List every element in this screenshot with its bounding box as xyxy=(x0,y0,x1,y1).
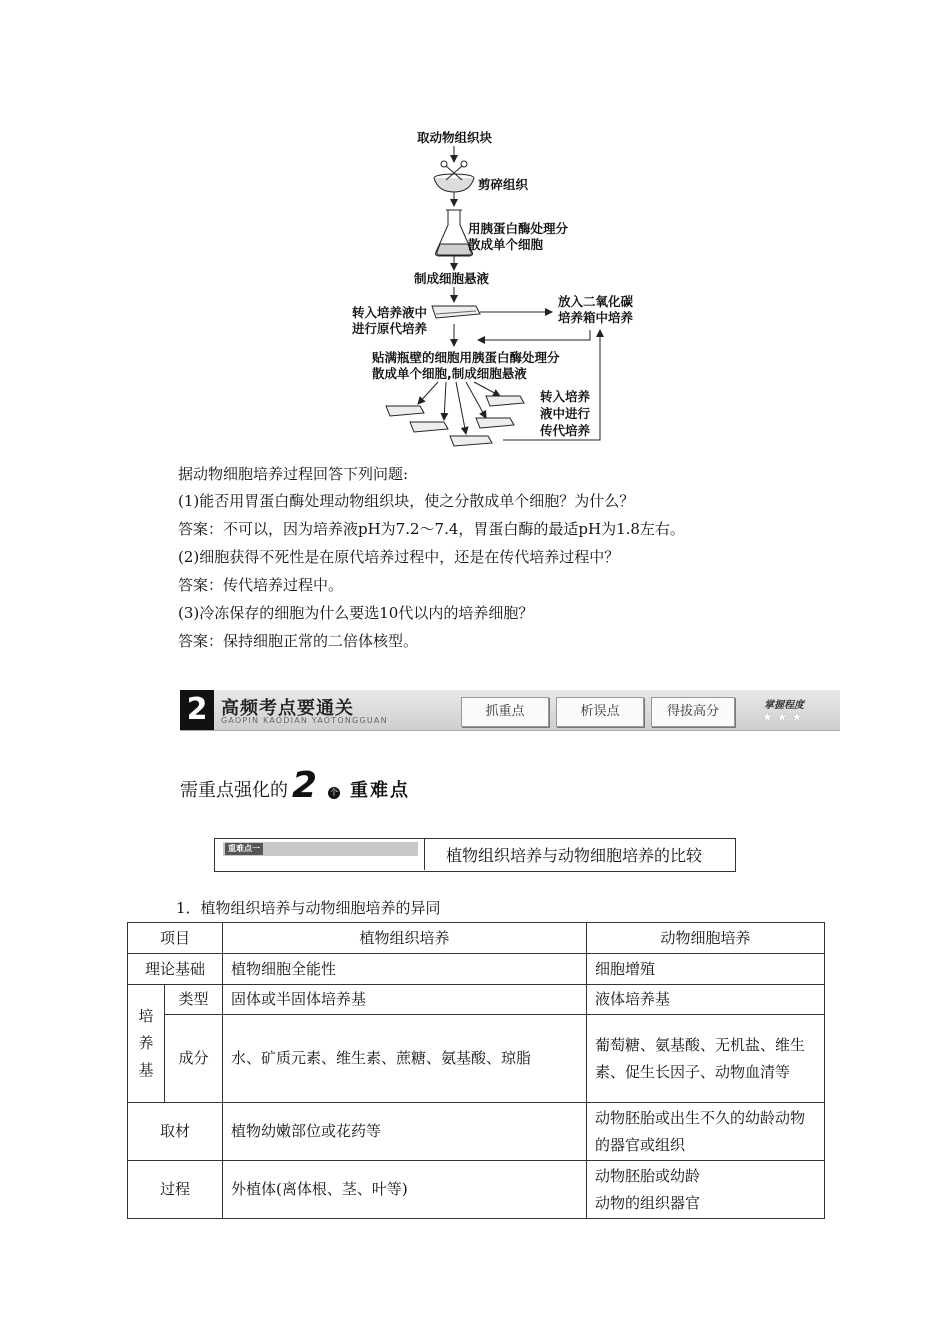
table-cell: 液体培养基 xyxy=(587,985,825,1015)
table-cell: 取材 xyxy=(128,1103,223,1161)
table-cell: 葡萄糖、氨基酸、无机盐、维生素、促生长因子、动物血清等 xyxy=(587,1015,825,1103)
comparison-table xyxy=(127,922,825,1219)
qa-answer-3: 答案：保持细胞正常的二倍体核型。 xyxy=(178,632,419,650)
table-cell: 成分 xyxy=(165,1015,223,1103)
table-row xyxy=(128,1161,825,1219)
section-title: 1．植物组织培养与动物细胞培养的异同 xyxy=(176,899,441,917)
table-cell: 固体或半固体培养基 xyxy=(223,985,587,1015)
table-cell-line: 动物的组织器官 xyxy=(595,1193,701,1212)
banner-title: 高频考点要通关 xyxy=(221,698,354,719)
table-cell: 外植体(离体根、茎、叶等) xyxy=(223,1161,587,1219)
mince-bowl-icon xyxy=(434,161,474,192)
flow-step-trypsin-2: 散成单个细胞 xyxy=(468,237,544,252)
flow-step-passage-1: 转入培养 xyxy=(540,389,591,404)
key-point-tag: 重难点一 xyxy=(225,843,263,855)
flow-step-take-tissue: 取动物组织块 xyxy=(417,130,493,145)
table-cell: 过程 xyxy=(128,1161,223,1219)
key-point-title: 植物组织培养与动物细胞培养的比较 xyxy=(446,846,703,865)
banner-subtitle: GAOPIN KAODIAN YAOTONGGUAN xyxy=(221,716,388,725)
flow-step-incubator-1: 放入二氧化碳 xyxy=(558,294,634,309)
table-group-cell xyxy=(128,985,165,1103)
table-group-char: 基 xyxy=(138,1061,154,1079)
table-header-cell: 项目 xyxy=(128,923,223,954)
flask-icon xyxy=(436,210,473,256)
flow-step-incubator-2: 培养箱中培养 xyxy=(558,310,634,325)
table-group-char: 养 xyxy=(138,1034,154,1052)
table-row xyxy=(128,985,825,1015)
table-cell: 植物幼嫩部位或花药等 xyxy=(223,1103,587,1161)
mastery-stars-icon: ★★★ xyxy=(762,710,807,724)
table-cell: 类型 xyxy=(165,985,223,1015)
table-cell: 细胞增殖 xyxy=(587,954,825,985)
passage-flask-icons xyxy=(386,396,524,446)
flow-step-trypsin-1: 用胰蛋白酶处理分 xyxy=(468,221,569,236)
key-point-divider xyxy=(424,838,425,870)
table-cell xyxy=(587,1161,825,1219)
mastery-rating xyxy=(750,694,838,728)
qa-question-1: (1)能否用胃蛋白酶处理动物组织块，使之分散成单个细胞？为什么？ xyxy=(178,492,635,510)
flow-step-wall-2: 散成单个细胞,制成细胞悬液 xyxy=(372,366,527,381)
heading-suffix: 重难点 xyxy=(350,780,410,801)
qa-question-2: (2)细胞获得不死性是在原代培养过程中，还是在传代培养过程中？ xyxy=(178,548,620,566)
flow-step-wall-1: 贴满瓶壁的细胞用胰蛋白酶处理分 xyxy=(372,350,560,365)
flow-step-suspension: 制成细胞悬液 xyxy=(414,271,490,286)
table-header-row xyxy=(128,923,825,954)
heading-number: 2 xyxy=(292,765,318,806)
tab-high-score[interactable]: 得拔高分 xyxy=(651,697,735,727)
table-cell: 动物胚胎或出生不久的幼龄动物的器官或组织 xyxy=(587,1103,825,1161)
table-header-cell: 植物组织培养 xyxy=(223,923,587,954)
table-cell: 植物细胞全能性 xyxy=(223,954,587,985)
table-row xyxy=(128,1103,825,1161)
table-group-char: 培 xyxy=(138,1007,154,1025)
culture-flask-icon xyxy=(432,306,480,318)
qa-intro: 据动物细胞培养过程回答下列问题: xyxy=(178,465,409,483)
flow-step-passage-3: 传代培养 xyxy=(540,423,591,438)
table-row xyxy=(128,954,825,985)
table-row xyxy=(128,1015,825,1103)
flow-step-primary-2: 进行原代培养 xyxy=(352,321,428,336)
flow-step-passage-2: 液中进行 xyxy=(540,406,591,421)
heading-count-glyph: 个 xyxy=(330,788,338,797)
table-cell-line: 动物胚胎或幼龄 xyxy=(595,1166,701,1185)
table-cell: 理论基础 xyxy=(128,954,223,985)
mastery-label: 掌握程度 xyxy=(764,700,804,711)
banner-number: 2 xyxy=(180,690,214,730)
flow-step-primary-1: 转入培养液中 xyxy=(352,305,428,320)
qa-answer-2: 答案：传代培养过程中。 xyxy=(178,576,344,594)
heading-prefix: 需重点强化的 xyxy=(180,780,288,801)
qa-question-3: (3)冷冻保存的细胞为什么要选10代以内的培养细胞？ xyxy=(178,604,534,622)
table-header-cell: 动物细胞培养 xyxy=(587,923,825,954)
tab-error-points[interactable]: 析误点 xyxy=(556,697,644,727)
flow-step-mince: 剪碎组织 xyxy=(478,177,529,192)
table-cell: 水、矿质元素、维生素、蔗糖、氨基酸、琼脂 xyxy=(223,1015,587,1103)
tab-key-points[interactable]: 抓重点 xyxy=(461,697,549,727)
qa-answer-1: 答案：不可以，因为培养液pH为7.2～7.4，胃蛋白酶的最适pH为1.8左右。 xyxy=(178,520,685,538)
